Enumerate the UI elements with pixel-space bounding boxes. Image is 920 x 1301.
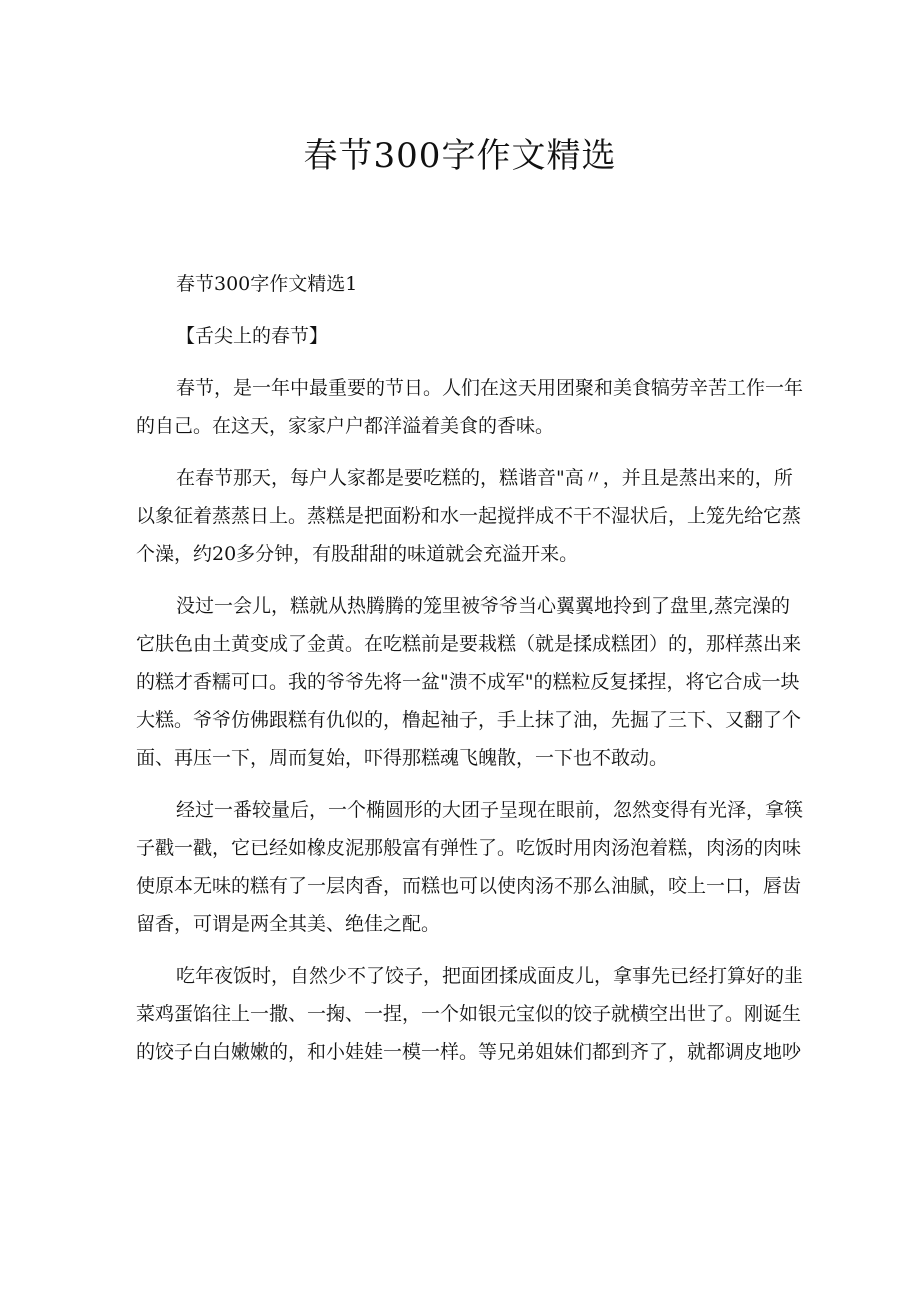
paragraph-5 [136,957,804,1071]
paragraph-line: 个澡，约20多分钟，有股甜甜的味道就会充溢开来。 [136,543,579,565]
paragraph-line: 它肤色由土黄变成了金黄。在吃糕前是要栽糕（就是揉成糕团）的，那样蒸出来 [136,633,802,655]
paragraph-3 [136,587,802,777]
paragraph-line: 没过一会儿，糕就从热腾腾的笼里被爷爷当心翼翼地拎到了盘里,蒸完澡的 [176,595,791,617]
paragraph-line: 菜鸡蛋馅往上一撒、一掬、一捏，一个如银元宝似的饺子就横空出世了。刚诞生 [136,1003,802,1025]
paragraph-line: 的糕才香糯可口。我的爷爷先将一盆"溃不成军"的糕粒反复揉捏，将它合成一块 [136,671,800,693]
paragraph-line: 面、再压一下，周而复始，吓得那糕魂飞魄散，一下也不敢动。 [136,747,669,769]
paragraph-line: 留香，可谓是两全其美、绝佳之配。 [136,913,441,935]
paragraph-line: 使原本无味的糕有了一层肉香，而糕也可以使肉汤不那么油腻，咬上一口，唇齿 [136,875,802,897]
paragraph-line: 的饺子白白嫩嫩的，和小娃娃一模一样。等兄弟姐妹们都到齐了，就都调皮地吵 [136,1041,802,1063]
paragraph-line: 在春节那天，每户人家都是要吃糕的，糕谐音"高〃，并且是蒸出来的，所 [176,467,793,489]
section-heading: 春节300字作文精选1 [176,273,358,295]
paragraph-2 [136,459,802,573]
paragraph-1 [136,369,804,445]
paragraph-line: 的自己。在这天，家家户户都洋溢着美食的香味。 [136,415,555,437]
document-body [136,265,804,1071]
paragraph-line: 吃年夜饭时，自然少不了饺子，把面团揉成面皮儿，拿事先已经打算好的韭 [176,965,804,987]
subheading: 【舌尖上的春节】 [176,325,329,347]
document-title: 春节300字作文精选 [303,136,617,176]
paragraph-line: 经过一番较量后，一个椭圆形的大团子呈现在眼前，忽然变得有光泽，拿筷 [176,799,804,821]
paragraph-line: 以象征着蒸蒸日上。蒸糕是把面粉和水一起搅拌成不干不湿状后，上笼先给它蒸 [136,505,802,527]
paragraph-4 [136,791,804,943]
paragraph-line: 子戳一戳，它已经如橡皮泥那般富有弹性了。吃饭时用肉汤泡着糕，肉汤的肉味 [136,837,802,859]
paragraph-line: 春节，是一年中最重要的节日。人们在这天用团聚和美食犒劳辛苦工作一年 [176,377,804,399]
paragraph-line: 大糕。爷爷仿佛跟糕有仇似的，橹起袖子，手上抹了油，先掘了三下、又翻了个 [136,709,802,731]
